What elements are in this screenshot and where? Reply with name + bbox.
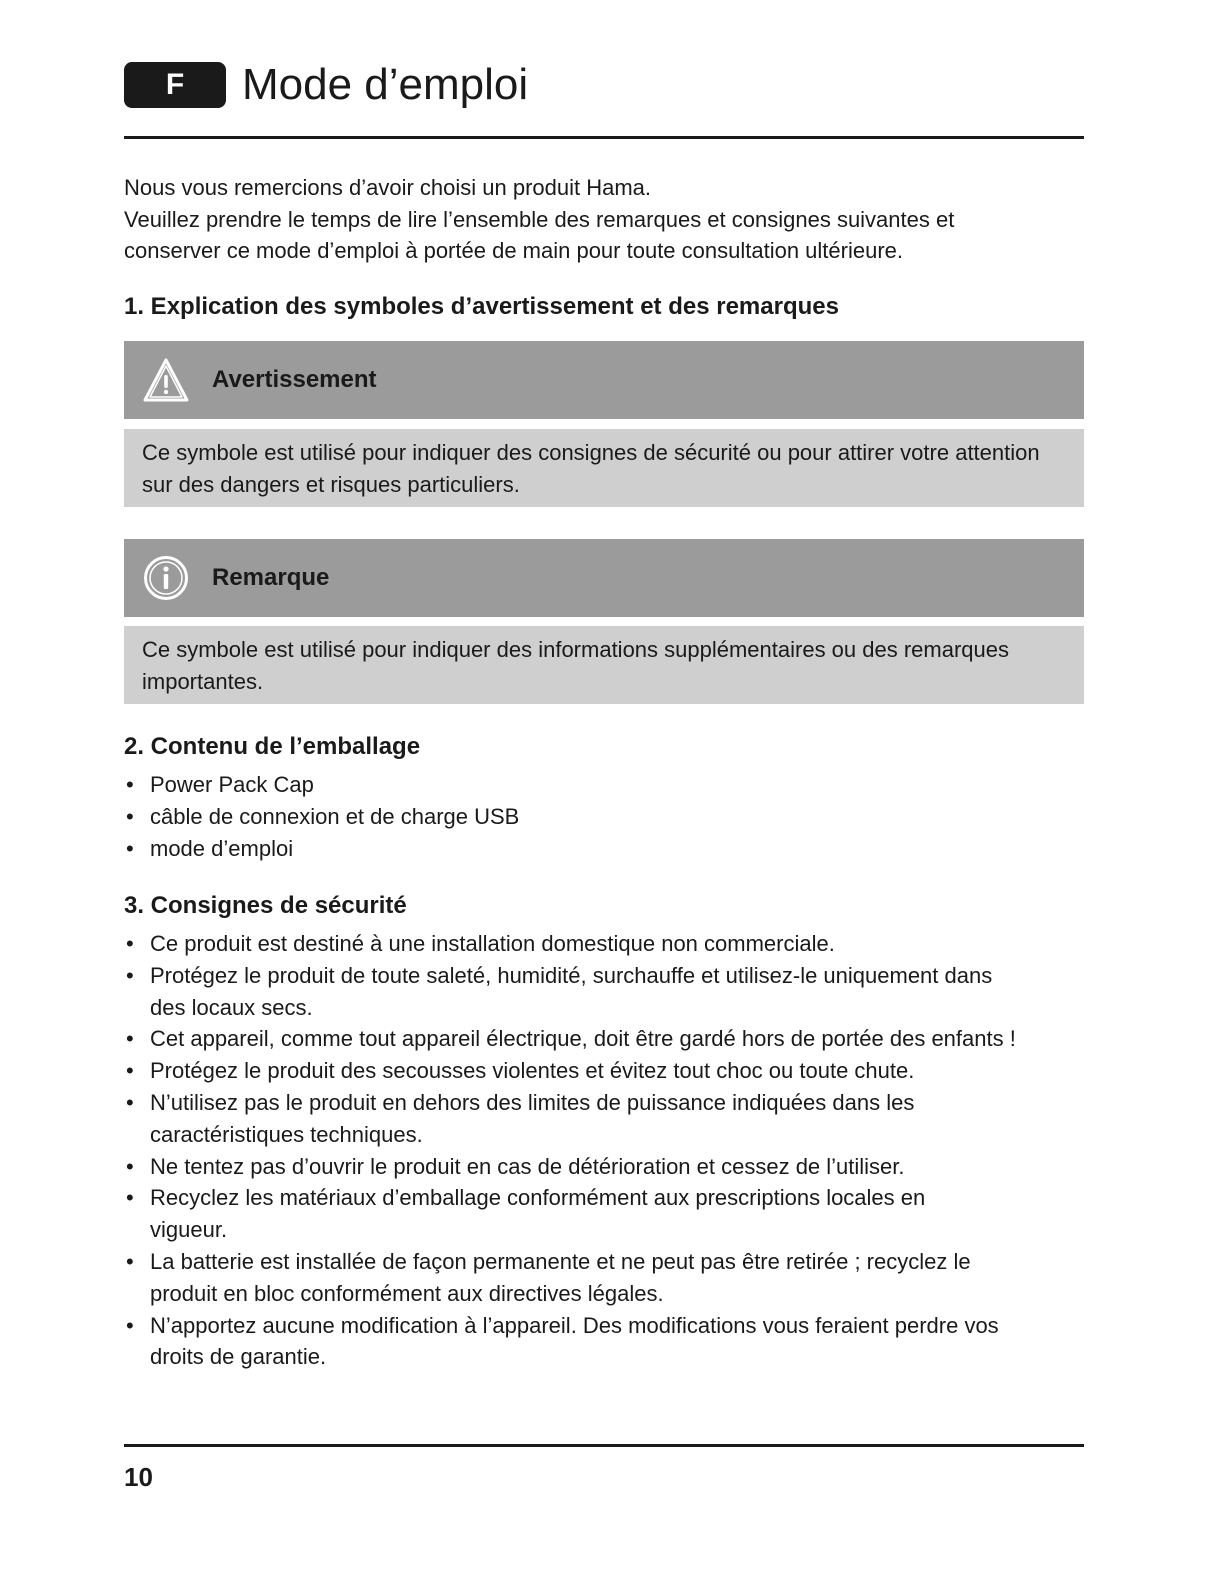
list-item: • Power Pack Cap [124,769,1084,801]
section-1-heading: 1. Explication des symboles d’avertissement et des remarques [124,293,839,320]
intro-text [124,172,1084,267]
section-2-heading: 2. Contenu de l’emballage [124,733,421,760]
language-badge: F [124,62,226,108]
intro-line-1: Nous vous remercions d’avoir choisi un produit Hama. [124,175,652,200]
info-circle-icon [140,552,192,604]
page-title: Mode d’emploi [242,60,529,109]
page-header [124,60,528,110]
list-item: • N’apportez aucune modification à l’appareil. Des modifications vous feraient perdre vos droits de garantie. [124,1310,1030,1374]
list-item: • Protégez le produit des secousses violentes et évitez tout choc ou toute chute. [124,1055,1084,1087]
list-item: • mode d’emploi [124,833,1084,865]
safety-instructions-list [124,928,1084,1373]
footer-rule [124,1444,1084,1447]
warning-triangle-icon [140,354,192,406]
list-item: • N’utilisez pas le produit en dehors des limites de puissance indiquées dans les caractéristiques techniques. [124,1087,1000,1151]
page-number: 10 [124,1462,153,1492]
intro-line-2: Veuillez prendre le temps de lire l’ensemble des remarques et consignes suivantes et conserver ce mode d’emploi à portée de main pour toute consultation ultérieure. [124,206,955,263]
list-item: • Recyclez les matériaux d’emballage conformément aux prescriptions locales en vigueur. [124,1182,1000,1246]
warning-box-header [124,341,1084,419]
list-item: • Ne tentez pas d’ouvrir le produit en cas de détérioration et cessez de l’utiliser. [124,1151,1084,1183]
list-item: • La batterie est installée de façon permanente et ne peut pas être retirée ; recyclez le produit en bloc conformément aux directives légales. [124,1246,1030,1310]
note-box-header [124,539,1084,617]
list-item: • Cet appareil, comme tout appareil électrique, doit être gardé hors de portée des enfants ! [124,1023,1084,1055]
warning-description: Ce symbole est utilisé pour indiquer des consignes de sécurité ou pour attirer votre attention sur des dangers et risques particuliers. [124,429,1084,507]
package-contents-list [124,769,1084,864]
note-label: Remarque [212,564,330,591]
section-3-heading: 3. Consignes de sécurité [124,892,407,919]
header-rule [124,136,1084,139]
warning-label: Avertissement [212,366,377,393]
list-item: • Ce produit est destiné à une installation domestique non commerciale. [124,928,1084,960]
list-item: • câble de connexion et de charge USB [124,801,1084,833]
list-item: • Protégez le produit de toute saleté, humidité, surchauffe et utilisez-le uniquement dans des locaux secs. [124,960,1000,1024]
note-description: Ce symbole est utilisé pour indiquer des informations supplémentaires ou des remarques importantes. [124,626,1084,704]
